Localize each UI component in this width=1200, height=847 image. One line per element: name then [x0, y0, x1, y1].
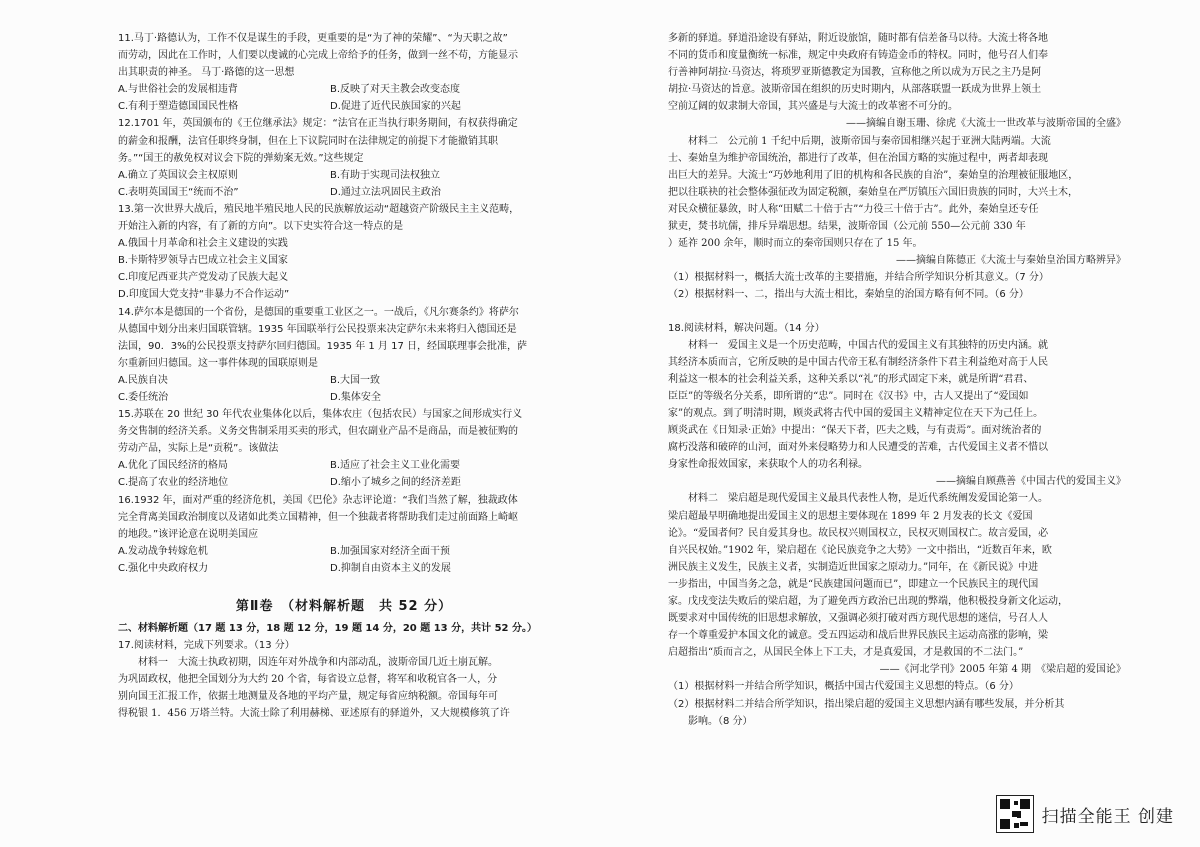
material-text: 为巩固政权，他把全国划分为大约 20 个省，每省设立总督，将军和收税官各一人，分 — [118, 674, 498, 686]
question-text: 务。”“国王的赦免权对议会下院的弹劾案无效。”这些规定 — [118, 152, 364, 164]
task-text: （1）根据材料一，概括大流士改革的主要措施，并结合所学知识分析其意义。（7 分） — [668, 272, 1049, 284]
question-text: 而劳动，因此在工作时，人们要以虔诚的心完成上帝给予的任务，做到一丝不苟，方能显示 — [118, 50, 518, 62]
material-text: 把以往联袂的社会整体强征改为固定税额，秦始皇在严厉镇压六国旧贵族的同时，大兴土木， — [668, 186, 1078, 198]
material-text: 材料一 大流士执政初期，因连年对外战争和内部动乱，波斯帝国几近土崩瓦解。 — [118, 657, 498, 669]
option-d: D.集体安全 — [330, 391, 381, 403]
task-text: 影响。（8 分） — [688, 715, 753, 727]
material-source: ——摘编自陈德正《大流士与秦始皇治国方略辨异》 — [896, 255, 1126, 267]
question-14 — [118, 304, 570, 407]
material-text: 材料二 公元前 1 千纪中后期，波斯帝国与秦帝国相继兴起于亚洲大陆两端。大流 — [668, 135, 1051, 147]
task-text: （2）根据材料一、二，指出与大流士相比，秦始皇的治国方略有何不同。（6 分） — [668, 289, 1029, 301]
material-text: 材料二 梁启超是现代爱国主义最具代表性人物，是近代系统阐发爱国论第一人。 — [668, 493, 1048, 505]
option-d: D.促进了近代民族国家的兴起 — [330, 101, 461, 113]
material-text: 行善神阿胡拉·马资达，将琐罗亚斯德教定为国教，宣称他之所以成为万民之主乃是阿 — [668, 67, 1042, 79]
question-12 — [118, 115, 570, 200]
question-text: 务交售制的经济关系。义务交售制采用买卖的形式，但农副业产品不是商品，而是被征购的 — [118, 426, 518, 438]
option-d: D.印度国大党支持“非暴力不合作运动” — [118, 289, 290, 301]
option-b: B.反映了对天主教会改变态度 — [330, 84, 461, 96]
task-text: （1）根据材料一并结合所学知识，概括中国古代爱国主义思想的特点。（6 分） — [668, 681, 1019, 693]
question-text: 11.马丁·路德认为，工作不仅是谋生的手段，更重要的是“为了神的荣耀”、“为天职之故” — [118, 33, 508, 44]
question-18-tasks — [668, 678, 1126, 729]
material-text: 一步指出，中国当务之急，就是“民族建国问题而已”，即建立一个民族民主的现代国 — [668, 578, 1039, 590]
material-text: 别向国王汇报工作，依据土地测量及各地的平均产量，规定每省应纳税额。帝国每年可 — [118, 691, 498, 703]
option-d: D.抑制自由资本主义的发展 — [330, 562, 451, 574]
question-18-heading: 18.阅读材料，解决问题。（14 分） — [668, 322, 825, 334]
material-text: 家”的观点。到了明清时期，顾炎武将古代中国的爱国主义精神定位在天下为己任上。 — [668, 407, 1044, 419]
option-b: B.加强国家对经济全面干预 — [330, 545, 451, 557]
question-text: 13.第一次世界大战后，殖民地半殖民地人民的民族解放运动“超越资产阶级民主主义范畴， — [118, 203, 520, 215]
material-text: 腐朽没落和破碎的山河，面对外来侵略势力和人民遭受的苦难，古代爱国主义者不惜以 — [668, 442, 1048, 454]
material-text: 不同的货币和度量衡统一标准，规定中央政府有铸造金币的特权。同时，他号召人们奉 — [668, 50, 1048, 62]
material-text: 狱吏，焚书坑儒，排斥异端思想。结果，波斯帝国（公元前 550—公元前 330 年 — [668, 221, 1026, 233]
option-c: C.提高了农业的经济地位 — [118, 477, 229, 489]
option-c: C.强化中央政府权力 — [118, 562, 209, 574]
option-row — [118, 389, 570, 406]
option-row — [118, 98, 570, 115]
watermark-label: 扫描全能王 创建 — [1041, 806, 1174, 827]
question-text: 12.1701 年，英国颁布的《王位继承法》规定：“法官在正当执行职务期间，有权获得确定 — [118, 118, 518, 130]
material-text: 利益这一根本的社会利益关系，这种关系以“礼”的形式固定下来，就是所谓“君君、 — [668, 373, 1034, 385]
material-text: 对民众横征暴敛，时人称“田赋二十倍于古”“力役三十倍于古”。此外，秦始皇还专任 — [668, 203, 1039, 215]
material-text: 臣臣”的等级名分关系，即所谓的“忠”。同时在《汉书》中，古人又提出了“爱国如 — [668, 390, 1029, 402]
option-row — [118, 474, 570, 491]
option-a: A.民族自决 — [118, 374, 168, 386]
material-source: ——《河北学刊》2005 年第 4 期 《梁启超的爱国论》 — [879, 664, 1126, 676]
material-text: 存一个尊重爱护本国文化的诚意。受五四运动和战后世界民族民主运动高涨的影响，梁 — [668, 630, 1048, 642]
material-text: 论》。“爱国者何？民自爱其身也。故民权兴则国权立，民权灭则国权亡。故言爱国，必 — [668, 527, 1049, 539]
material-text: 启超指出“质而言之，从国民全体上下工夫，才是真爱国，才是救国的不二法门。” — [668, 647, 1024, 659]
question-17-material-1-continued — [668, 30, 1126, 133]
part-heading: 二、材料解析题（17 题 13 分，18 题 12 分，19 题 14 分，20 题 13 分，共计 52 分。） — [118, 623, 537, 634]
material-text: 材料一 爱国主义是一个历史范畴，中国古代的爱国主义有其独特的历史内涵。就 — [668, 339, 1048, 351]
material-text: 出巨大的差异。大流士“巧妙地利用了旧的机构和各民族的自治”，秦始皇的治理被征服地区， — [668, 169, 1079, 181]
material-text: 身家性命报效国家，来获取个人的功名利禄。 — [668, 459, 868, 471]
option-c: C.印度尼西亚共产党发动了民族大起义 — [118, 272, 289, 284]
material-text: 空前辽阔的奴隶制大帝国，其兴盛是与大流士的改革密不可分的。 — [668, 101, 958, 113]
material-source: ——摘编自顾燕善《中国古代的爱国主义》 — [936, 476, 1126, 488]
question-text: 的地段。”该评论意在说明美国应 — [118, 528, 259, 540]
material-text: 自兴民权始。”1902 年，梁启超在《论民族竞争之大势》一文中指出，“近数百年来，欧 — [668, 544, 1052, 556]
material-text: 顾炎武在《日知录·正始》中提出：“保天下者，匹夫之贱，与有责焉”。面对统治者的 — [668, 425, 1042, 437]
question-text: 从德国中划分出来归国联管辖。1935 年国联举行公民投票来决定萨尔未来将归入德国还是 — [118, 323, 517, 335]
option-d: D.通过立法巩固民主政治 — [330, 186, 441, 198]
question-text: 开始注入新的内容，有了新的方向”。以下史实符合这一特点的是 — [118, 221, 404, 233]
option-d: D.缩小了城乡之间的经济差距 — [330, 477, 461, 489]
task-text: （2）根据材料二并结合所学知识，指出梁启超的爱国主义思想内涵有哪些发展，并分析其 — [668, 698, 1065, 710]
option-row — [118, 372, 570, 389]
material-text: 士、秦始皇为维护帝国统治，都进行了改革，但在治国方略的实施过程中，两者却表现 — [668, 152, 1048, 164]
material-text: 其经济本质而言，它所反映的是中国古代帝王私有制经济条件下君主利益绝对高于人民 — [668, 356, 1048, 368]
option-b: B.卡斯特罗领导古巴成立社会主义国家 — [118, 255, 289, 267]
option-row — [118, 167, 570, 184]
material-text: 既要求对中国传统的旧思想求解放，又强调必须打破对西方现代思想的迷信，号召人人 — [668, 613, 1048, 625]
left-column — [118, 30, 570, 723]
option-a: A.与世俗社会的发展相违背 — [118, 84, 238, 96]
section-title: 第Ⅱ卷 （材料解析题 共 52 分） — [235, 599, 453, 614]
question-11 — [118, 30, 570, 115]
question-text: 劳动产品，实际上是“贡税”。该做法 — [118, 443, 279, 455]
material-text: 洲民族主义发生，民族主义者，实制造近世国家之原动力。”同年，在《新民说》中进 — [668, 561, 1039, 573]
option-row — [118, 457, 570, 474]
question-17-material-2 — [668, 133, 1126, 270]
question-18-material-1 — [668, 337, 1126, 491]
option-row — [118, 81, 570, 98]
question-text: 16.1932 年，面对严重的经济危机，美国《巴伦》杂志评论道：“我们当然了解，独裁政体 — [118, 494, 518, 506]
material-text: 多新的驿道。驿道沿途设有驿站，附近设旅馆，随时都有信差备马以待。大流士将各地 — [668, 33, 1048, 44]
option-c: C.有利于塑造德国国民性格 — [118, 101, 239, 113]
material-text: 得税银 1．456 万塔兰特。大流士除了利用赫梯、亚述原有的驿道外，又大规模修筑了许 — [118, 708, 510, 720]
option-a: A.确立了英国议会主权原则 — [118, 169, 238, 181]
question-17-tasks — [668, 269, 1126, 303]
question-text: 的薪金和报酬，法官任职终身制，但在上下议院同时在法律规定的前提下才能撤销其职 — [118, 135, 498, 147]
question-15 — [118, 406, 570, 491]
scanner-watermark — [996, 795, 1174, 833]
option-row — [118, 184, 570, 201]
option-a: A.发动战争转嫁危机 — [118, 545, 208, 557]
option-a: A.优化了国民经济的格局 — [118, 460, 228, 472]
option-c: C.委任统治 — [118, 391, 169, 403]
qr-code-icon — [996, 795, 1034, 833]
question-text: 尔重新回归德国。这一事件体现的国联原则是 — [118, 357, 318, 369]
question-16 — [118, 492, 570, 577]
material-text: ）延祚 200 余年，顺时而立的秦帝国则只存在了 15 年。 — [668, 238, 923, 250]
material-text: 梁启超最早明确地提出爱国主义的思想主要体现在 1899 年 2 月发表的长文《爱国 — [668, 510, 1033, 522]
option-b: B.适应了社会主义工业化需要 — [330, 460, 461, 472]
question-13 — [118, 201, 570, 304]
material-text: 胡拉·马资达的旨意。波斯帝国在组织的历史时期内，从部落联盟一跃成为世界上领土 — [668, 84, 1042, 96]
question-17-material-1 — [118, 654, 570, 722]
question-text: 出其职责的神圣。 马丁·路德的这一思想 — [118, 67, 295, 79]
question-text: 15.苏联在 20 世纪 30 年代农业集体化以后，集体农庄（包括农民）与国家之间形成实行义 — [118, 409, 523, 421]
right-column — [668, 30, 1126, 730]
question-text: 法国，90．3%的公民投票支持萨尔回归德国。1935 年 1 月 17 日，经国联理事会批准，萨 — [118, 340, 528, 352]
option-b: B.大国一致 — [330, 374, 381, 386]
option-a: A.俄国十月革命和社会主义建设的实践 — [118, 238, 288, 250]
material-source: ——摘编自谢玉珊、徐虎《大流士一世改革与波斯帝国的全盛》 — [846, 118, 1126, 130]
question-text: 14.萨尔本是德国的一个省份，是德国的重要重工业区之一。一战后，《凡尔赛条约》将萨尔 — [118, 306, 519, 318]
option-b: B.有助于实现司法权独立 — [330, 169, 441, 181]
material-text: 家。戊戌变法失败后的梁启超，为了避免西方政治已出现的弊端，他积极投身新文化运动， — [668, 596, 1068, 607]
question-18-material-2 — [668, 490, 1126, 678]
question-text: 完全背离美国政治制度以及诸如此类立国精神，但一个独裁者将帮助我们走过前面路上崎岖 — [118, 511, 518, 523]
option-row — [118, 543, 570, 560]
option-c: C.表明英国国王“统而不治” — [118, 186, 239, 198]
question-17-heading: 17.阅读材料，完成下列要求。（13 分） — [118, 640, 295, 652]
option-row — [118, 560, 570, 577]
